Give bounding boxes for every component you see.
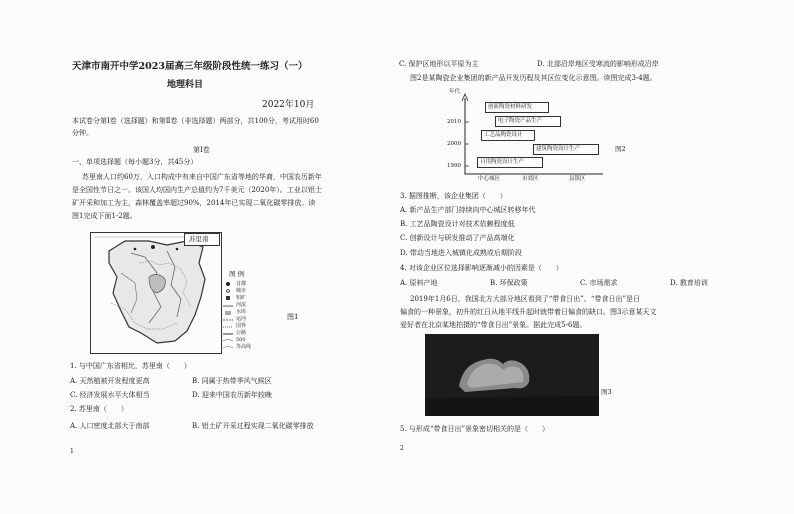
legend-item: 国界 — [236, 323, 247, 329]
question-3-option-b: B. 工艺品陶瓷设计对技术依赖程度低 — [400, 220, 515, 228]
fig2-axis-title: 年代 — [449, 89, 461, 95]
question-1-option-c: C. 经济发展水平大体相当 — [70, 391, 150, 399]
fig2-box-electronic-ceramics — [495, 116, 561, 127]
fig2-box-building-ceramics — [533, 144, 599, 155]
carryover-option-c: C. 保护区地形以平原为主 — [399, 60, 479, 68]
question-4-option-c: C. 市场需求 — [580, 279, 618, 287]
fig2-zone-suburb: 市郊区 — [522, 176, 539, 182]
legend-item: 水库 — [236, 309, 247, 315]
fig2-year-1990: 1990 — [447, 163, 461, 169]
question-3-option-d: D. 带动当地进入城镇化成熟或后期阶段 — [400, 249, 522, 257]
fig2-box-craft-design — [481, 130, 535, 141]
passage-2-line-2: 偏食的一种景象，初升的红日从地平线升起时就带着日偏食的缺口。图3示意某天文 — [400, 308, 657, 316]
fig2-box-text: 工艺品陶瓷设计 — [484, 132, 523, 138]
fig2-year-2010: 2010 — [447, 119, 461, 125]
passage-line-1: 苏里南人口约60万，入口构成中有来自中国广东省等地的华裔，中国农历新年 — [82, 173, 322, 181]
question-1-stem: 1. 与中国广东省相比，苏里南（ ） — [70, 362, 191, 370]
question-2-option-a: A. 人口密度北部大于南部 — [70, 422, 150, 430]
question-3-option-c: C. 创新设计与研发推动了产品高端化 — [400, 234, 515, 242]
fig2-zone-county: 县镇区 — [569, 176, 586, 182]
legend-item: 公路 — [236, 330, 247, 336]
question-4-option-a: A. 原料产地 — [400, 279, 438, 287]
legend-item: 城市 — [236, 288, 247, 294]
passage-2-line-1: 2019年1月6日，我国北方大部分地区看到了“带食日出”。“带食日出”是日 — [410, 295, 641, 303]
passage-line-4: 图1完成下面1-2题。 — [72, 212, 137, 220]
figure-2-label: 图2 — [615, 145, 626, 153]
page-number-2: 2 — [400, 445, 404, 452]
question-3-option-a: A. 新产品生产部门持续向中心城区转移年代 — [400, 206, 536, 214]
passage-2-line-3: 爱好者在北京某地拍摄的“带食日出”景象。据此完成5-6题。 — [400, 321, 587, 329]
legend-item: 铝矿 — [236, 295, 247, 301]
question-4-option-b: B. 环保政策 — [490, 279, 528, 287]
intro-line-1: 本试卷分第Ⅰ卷（选择题）和第Ⅱ卷（非选择题）两部分，共100分，考试用时60 — [72, 117, 319, 125]
part-heading: 一、单项选择题（每小题3分，共45分） — [72, 158, 198, 166]
map-country-tag-text: 苏里南 — [189, 235, 209, 243]
legend-symbols — [222, 280, 236, 350]
eclipse-sunrise-drawing — [425, 334, 599, 416]
fig2-box-text: 电子陶瓷产品生产 — [498, 118, 543, 124]
question-5-stem: 5. 与形成“带食日出”景象密切相关的是（ ） — [400, 425, 550, 433]
question-1-option-b: B. 同属于热带季风气候区 — [192, 377, 272, 385]
suriname-map-drawing — [91, 233, 221, 353]
exam-title: 天津市南开中学2023届高三年级阶段性统一练习（一） — [72, 61, 308, 72]
figure-1-map — [90, 232, 222, 354]
page-number-1: 1 — [70, 448, 74, 455]
legend-title: 图 例 — [229, 270, 245, 278]
figure-2-intro: 图2是某陶瓷企业集团的新产品开发历程及其区位变化示意图。读图完成3-4题。 — [410, 74, 657, 82]
passage-line-2: 是全国性节日之一。该国人均国内生产总值约为7千美元（2020年）。工业以铝土 — [72, 186, 322, 194]
legend-item: 运河 — [236, 316, 247, 322]
fig2-year-2000: 2000 — [447, 141, 461, 147]
fig2-box-daily-ceramics — [477, 157, 543, 168]
legend-item: 首都 — [236, 281, 247, 287]
legend-item: 等高线 — [236, 344, 252, 350]
section-heading: 第Ⅰ卷 — [193, 146, 210, 154]
carryover-option-d: D. 北部沿岸地区受寒流的影响形成沿岸 — [537, 60, 659, 68]
passage-line-3: 矿开采和加工为主，森林覆盖率超过90%，2014年已实现二氧化碳零排放。读 — [72, 199, 316, 207]
fig2-box-innovation-materials — [485, 102, 549, 113]
fig2-box-text: 创新陶瓷材料研发 — [488, 104, 533, 110]
figure-1-label: 图1 — [287, 313, 299, 321]
question-1-option-d: D. 迎来中国农历新年较晚 — [192, 391, 272, 399]
map-country-tag — [184, 233, 220, 246]
question-1-option-a: A. 天然植被开发程度更高 — [70, 377, 150, 385]
right-page — [397, 0, 794, 514]
subject-title: 地理科目 — [167, 80, 204, 90]
figure-3-label: 图3 — [601, 388, 612, 396]
question-2-stem: 2. 苏里南（ ） — [70, 405, 128, 413]
fig2-box-text: 建筑陶瓷设计生产 — [536, 146, 581, 152]
question-4-stem: 4. 对该企业区位选择影响逐渐减小的因素是（ ） — [400, 264, 563, 272]
figure-3-eclipse-photo — [425, 334, 599, 416]
legend-item: 河流 — [236, 302, 247, 308]
exam-date: 2022年10月 — [262, 100, 315, 110]
question-4-option-d: D. 教育培训 — [670, 279, 708, 287]
fig2-zone-center: 中心城区 — [478, 176, 501, 182]
intro-line-2: 分钟。 — [72, 129, 93, 137]
question-3-stem: 3. 据图推断，该企业集团（ ） — [400, 192, 507, 200]
fig2-box-text: 日用陶瓷设计生产 — [480, 159, 525, 165]
legend-item: 500 — [236, 337, 246, 343]
question-2-option-b: B. 铝土矿开采过程实现二氧化碳零排放 — [192, 422, 314, 430]
